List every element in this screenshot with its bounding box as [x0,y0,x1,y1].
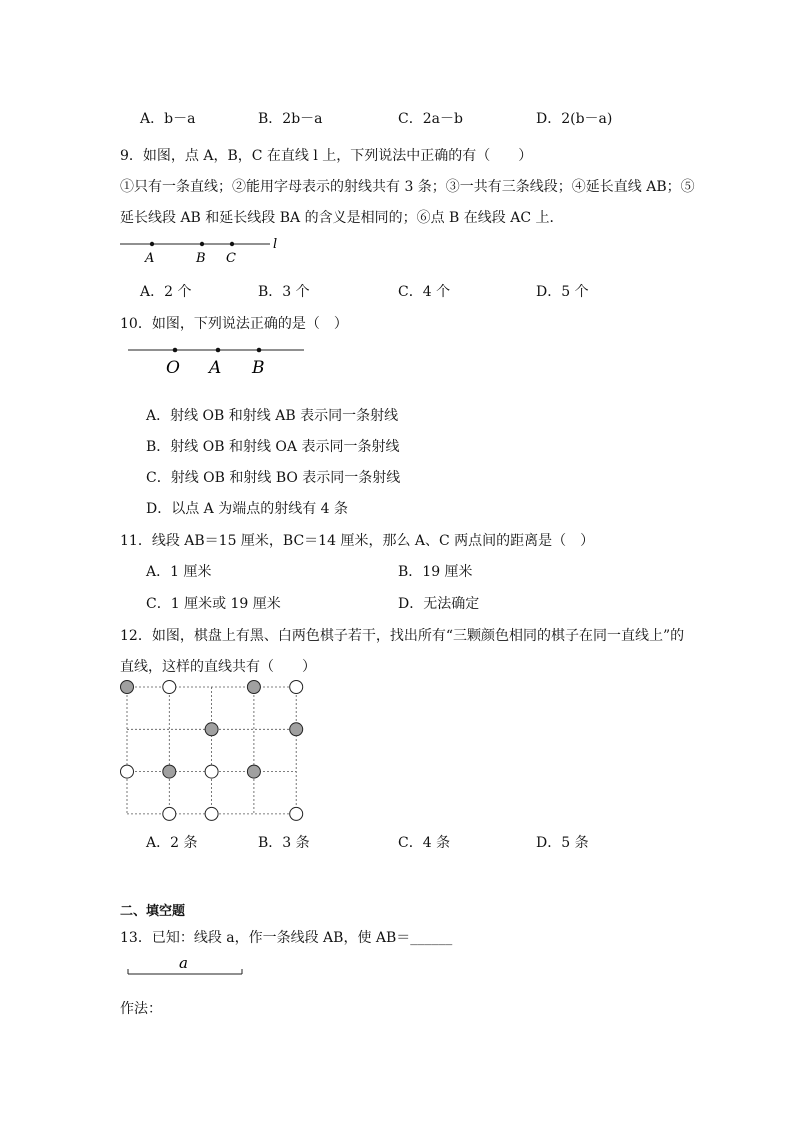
q9-point-c [230,242,234,246]
q11-stem: 11．线段 AB＝15 厘米，BC＝14 厘米，那么 A、C 两点间的距离是（ ） [120,533,595,549]
q8-option-a: A．b－a [140,111,196,127]
white-piece [121,765,134,778]
q11-option-b: B．19 厘米 [398,564,473,580]
q11-option-a: A．1 厘米 [146,564,212,580]
q9-option-b: B．3 个 [258,284,310,300]
q9-point-b [200,242,204,246]
q9-statement-line1: ①只有一条直线；②能用字母表示的射线共有 3 条；③一共有三条线段；④延长直线 AB；⑤ [120,179,695,195]
white-piece [205,807,218,820]
q12-option-b: B．3 条 [258,835,310,851]
white-piece [290,807,303,820]
q9-stem: 9．如图，点 A，B，C 在直线 l 上，下列说法中正确的有（ ） [120,148,533,164]
q9-statement-line2: 延长线段 AB 和延长线段 BA 的含义是相同的；⑥点 B 在线段 AC 上． [120,210,564,226]
white-piece [205,765,218,778]
black-piece [205,723,218,736]
q9-option-c: C．4 个 [398,284,451,300]
q9-label-c: C [226,251,236,266]
q8-option-c: C．2a－b [398,111,463,127]
q10-label-b: B [252,358,265,378]
q9-option-a: A．2 个 [140,284,192,300]
q10-option-b: B．射线 OB 和射线 OA 表示同一条射线 [146,439,400,455]
q13-stem: 13．已知：线段 a，作一条线段 AB，使 AB＝______ [120,930,453,946]
q13-segment-label: a [179,954,188,972]
q12-option-d: D．5 条 [536,835,589,851]
q10-stem: 10．如图，下列说法正确的是（ ） [120,316,348,332]
q13-segment-figure [124,952,254,982]
q10-label-a: A [209,358,222,378]
q10-option-d: D．以点 A 为端点的射线有 4 条 [146,501,349,517]
white-piece [163,807,176,820]
q10-option-c: C．射线 OB 和射线 BO 表示同一条射线 [146,470,401,486]
q11-option-d: D．无法确定 [398,596,480,612]
white-piece [290,681,303,694]
section-title: 二、填空题 [120,904,186,919]
q9-line-figure [120,236,290,266]
q12-option-a: A．2 条 [146,835,198,851]
q11-option-c: C．1 厘米或 19 厘米 [146,596,281,612]
q12-chessboard-figure [117,677,307,817]
q12-stem-line1: 12．如图，棋盘上有黑、白两色棋子若干，找出所有“三颗颜色相同的棋子在同一直线上”的 [120,628,685,644]
q9-point-a [150,242,154,246]
q10-point-o [173,348,178,353]
q10-point-a [216,348,221,353]
q10-option-a: A．射线 OB 和射线 AB 表示同一条射线 [146,408,399,424]
black-piece [163,765,176,778]
black-piece [290,723,303,736]
q13-method-label: 作法： [120,1001,162,1017]
q8-option-d: D．2(b－a) [536,111,613,127]
q10-point-b [257,348,262,353]
q9-label-b: B [196,251,206,266]
q10-label-o: O [166,358,180,378]
q8-option-b: B．2b－a [258,111,323,127]
q9-option-d: D．5 个 [536,284,589,300]
q12-option-c: C．4 条 [398,835,451,851]
q12-stem-line2: 直线，这样的直线共有（ ） [120,659,316,675]
q9-label-a: A [145,251,155,266]
black-piece [121,681,134,694]
white-piece [163,681,176,694]
q9-label-l: l [273,237,278,252]
q10-ray-figure [128,343,318,378]
black-piece [247,765,260,778]
black-piece [247,681,260,694]
